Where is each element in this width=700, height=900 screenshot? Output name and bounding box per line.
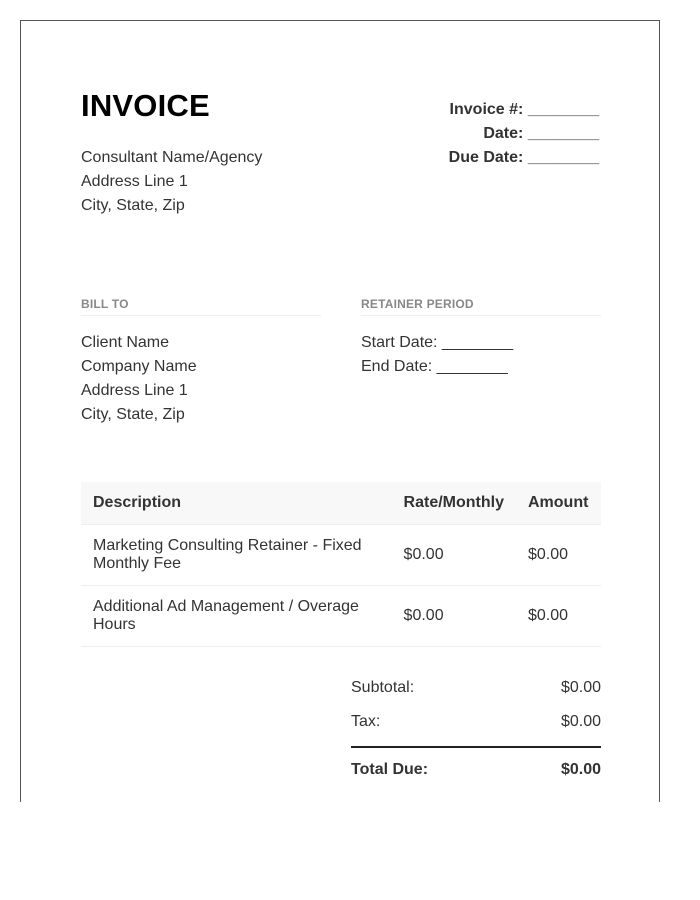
start-date: Start Date: ________ bbox=[361, 334, 514, 351]
client-city: City, State, Zip bbox=[81, 406, 185, 423]
client-address: Address Line 1 bbox=[81, 382, 188, 399]
subtotal-label: Subtotal: bbox=[351, 679, 415, 696]
item-amount: $0.00 bbox=[516, 525, 601, 586]
client-name: Client Name bbox=[81, 334, 170, 351]
tax-label: Tax: bbox=[351, 713, 381, 730]
item-rate: $0.00 bbox=[392, 525, 516, 586]
item-rate: $0.00 bbox=[392, 586, 516, 647]
item-amount: $0.00 bbox=[516, 586, 601, 647]
retainer-period-block bbox=[361, 331, 513, 379]
line-items-table bbox=[81, 482, 601, 647]
bill-to-heading: BILL TO bbox=[81, 297, 321, 316]
total-due-row bbox=[351, 748, 601, 780]
company-name: Company Name bbox=[81, 358, 197, 375]
tax-row bbox=[351, 712, 601, 746]
retainer-period-heading: RETAINER PERIOD bbox=[361, 297, 601, 316]
due-date-row bbox=[449, 146, 599, 170]
amount-header: Amount bbox=[516, 482, 601, 525]
invoice-page bbox=[20, 20, 660, 802]
consultant-address: Address Line 1 bbox=[81, 173, 188, 190]
table-row bbox=[81, 525, 601, 586]
invoice-date-value: ________ bbox=[527, 125, 599, 142]
totals-block bbox=[351, 678, 601, 780]
invoice-title: INVOICE bbox=[81, 88, 210, 123]
tax-value: $0.00 bbox=[560, 713, 601, 730]
subtotal-value: $0.00 bbox=[560, 679, 601, 696]
bill-to-block bbox=[81, 331, 197, 427]
consultant-city: City, State, Zip bbox=[81, 197, 185, 214]
invoice-meta bbox=[449, 98, 599, 170]
invoice-number-row bbox=[449, 98, 599, 122]
invoice-date-label: Date: bbox=[483, 125, 524, 142]
end-date: End Date: ________ bbox=[361, 358, 508, 375]
due-date-label: Due Date: bbox=[448, 149, 524, 166]
due-date-value: ________ bbox=[527, 149, 599, 166]
invoice-number-value: ________ bbox=[527, 101, 599, 118]
invoice-number-label: Invoice #: bbox=[449, 101, 524, 118]
item-description: Marketing Consulting Retainer - Fixed Monthly Fee bbox=[81, 525, 392, 586]
table-row bbox=[81, 586, 601, 647]
rate-header: Rate/Monthly bbox=[392, 482, 516, 525]
consultant-name: Consultant Name/Agency bbox=[81, 149, 263, 166]
total-due-label: Total Due: bbox=[351, 761, 429, 778]
subtotal-row bbox=[351, 678, 601, 712]
table-header-row bbox=[81, 482, 601, 525]
description-header: Description bbox=[81, 482, 392, 525]
total-due-value: $0.00 bbox=[560, 761, 601, 778]
invoice-date-row bbox=[449, 122, 599, 146]
item-description: Additional Ad Management / Overage Hours bbox=[81, 586, 392, 647]
consultant-info bbox=[81, 146, 262, 218]
